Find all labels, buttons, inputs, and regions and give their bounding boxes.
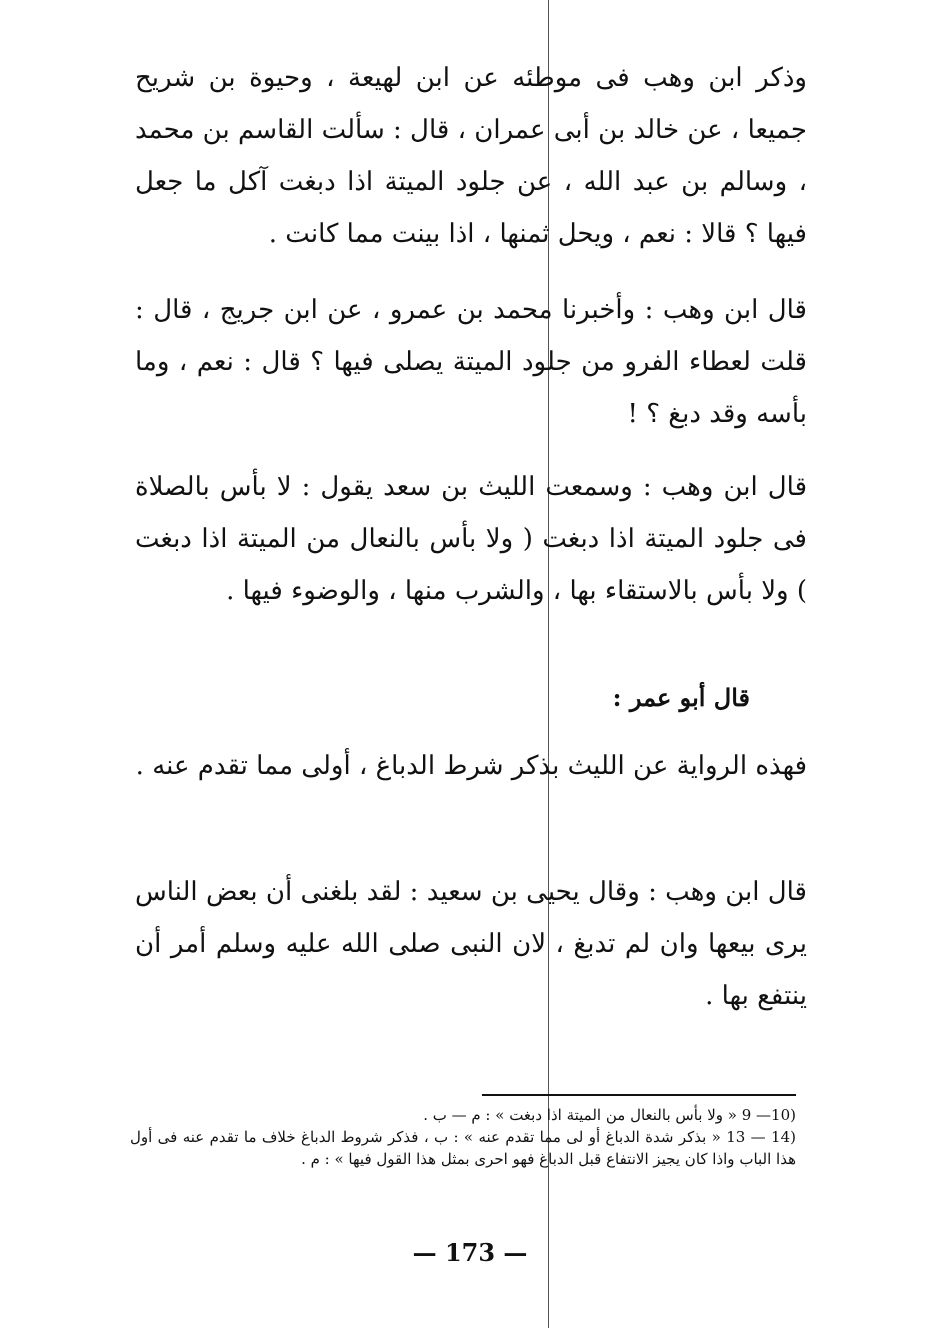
footnote-2 <box>130 1126 796 1170</box>
paragraph-2: قال ابن وهب : وأخبرنا محمد بن عمرو ، عن ابن جريج ، قال : قلت لعطاء الفرو من جلود الميتة يصلى فيها ؟ قال : نعم ، وما بأسه وقد دبغ ؟ ! <box>135 295 807 429</box>
paragraph-1: وذكر ابن وهب فى موطئه عن ابن لهيعة ، وحيوة بن شريح جميعا ، عن خالد بن أبى عمران ، قال : سألت القاسم بن محمد ، وسالم بن عبد الله ، عن جلود الميتة اذا دبغت آكل ما جعل فيها ؟ قالا : نعم ، ويحل ثمنها ، اذا بينت مما كانت . <box>135 63 807 249</box>
paragraph-5: قال ابن وهب : وقال يحيى بن سعيد : لقد بلغنى أن بعض الناس يرى بيعها وان لم تدبغ ، لان النبى صلى الله عليه وسلم أمر أن ينتفع بها . <box>135 877 807 1011</box>
footnote-ref: 13 — 14) <box>726 1128 796 1146</box>
paragraph-3: قال ابن وهب : وسمعت الليث بن سعد يقول : لا بأس بالصلاة فى جلود الميتة اذا دبغت ( ولا بأس بالنعال من الميتة اذا دبغت ) ولا بأس بالاستقاء بها ، والشرب منها ، والوضوء فيها . <box>135 472 807 606</box>
footnote-text: « ولا بأس بالنعال من الميتة اذا دبغت » : م — ب . <box>423 1106 737 1124</box>
footnote-separator <box>482 1094 796 1096</box>
page-number: — 173 — <box>412 1238 528 1267</box>
paragraph-4: فهذه الرواية عن الليث بذكر شرط الدباغ ، أولى مما تقدم عنه . <box>135 751 807 781</box>
section-heading: قال أبو عمر : <box>612 683 750 712</box>
footnote-1 <box>130 1104 796 1126</box>
footnotes <box>130 1104 796 1170</box>
footnote-ref: 9 —10) <box>741 1106 796 1124</box>
footnote-text: « بذكر شدة الدباغ أو لى مما تقدم عنه » : ب ، فذكر شروط الدباغ خلاف ما تقدم عنه فى أول هذا الباب واذا كان يجيز الانتفاع قبل الدباغ فهو احرى بمثل هذا القول فيها » : م . <box>130 1128 796 1168</box>
